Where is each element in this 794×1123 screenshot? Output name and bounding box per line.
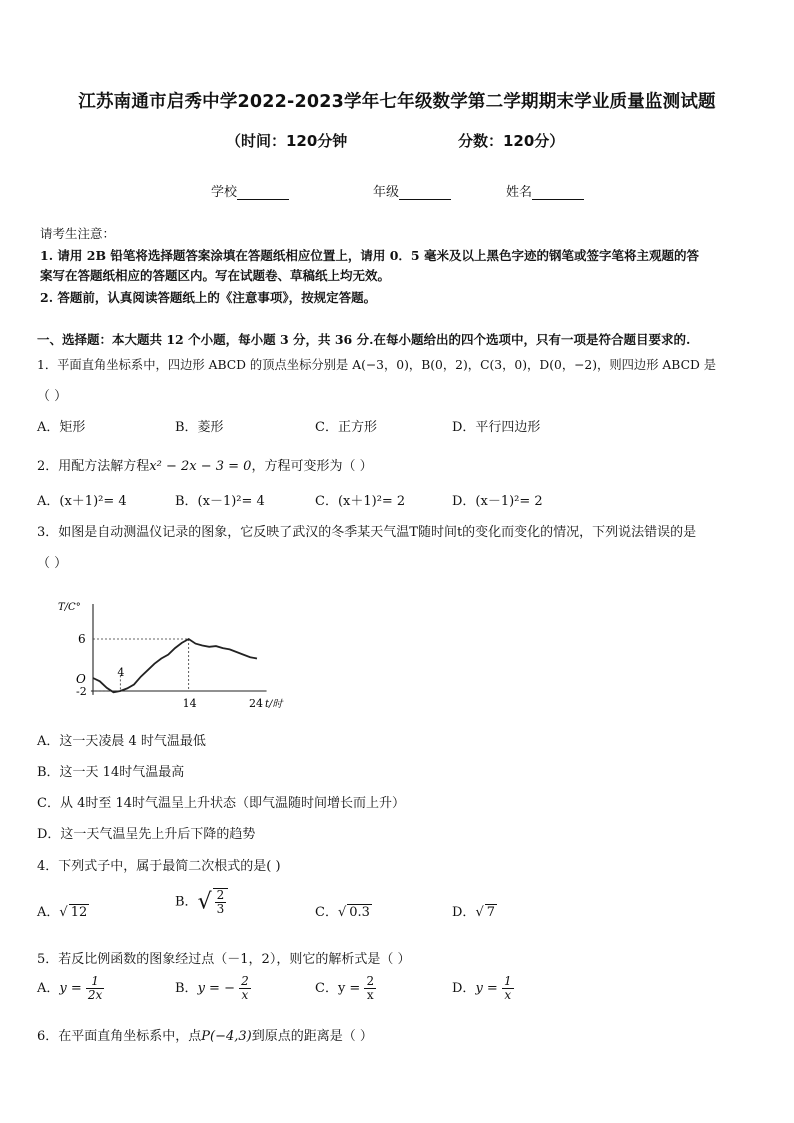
x-tick-label-24: 24 bbox=[249, 697, 263, 710]
q4-option-a-label: A． bbox=[37, 905, 60, 920]
q5-option-b-label: B． bbox=[175, 981, 198, 996]
q5-option-a-den: 2x bbox=[87, 988, 103, 1002]
x-tick-label-14: 14 bbox=[182, 697, 197, 710]
q5-option-b-lhs: y = − bbox=[197, 981, 235, 996]
q5-option-a-label: A． bbox=[37, 981, 60, 996]
q3-option-d: D．这一天气温呈先上升后下降的趋势 bbox=[37, 827, 256, 842]
sqrt-sign: √ bbox=[197, 889, 212, 915]
grade-label: 年级 bbox=[373, 185, 400, 200]
q5-option-c-den: x bbox=[366, 988, 374, 1002]
q5-stem: 5．若反比例函数的图象经过点（－1，2），则它的解析式是（ ） bbox=[37, 952, 411, 967]
q5-option-a-num: 1 bbox=[86, 975, 104, 989]
q6-stem bbox=[37, 1025, 373, 1044]
q1-paren: （ ） bbox=[37, 389, 68, 404]
q4-option-c-radicand: 0.3 bbox=[349, 905, 370, 920]
notice-item-1-line-2: 案写在答题纸相应的答题区内。写在试题卷、草稿纸上均无效。 bbox=[40, 268, 391, 283]
notice-item-2: 2. 答题前，认真阅读答题纸上的《注意事项》，按规定答题。 bbox=[40, 290, 377, 305]
temperature-chart bbox=[56, 598, 346, 714]
q5-option-d bbox=[452, 975, 514, 1002]
q5-option-d-den: x bbox=[504, 988, 512, 1002]
q5-option-b-den: x bbox=[241, 988, 249, 1002]
q3-option-b: B．这一天 14时气温最高 bbox=[37, 765, 185, 780]
y-axis-label: T/C° bbox=[58, 602, 81, 613]
q4-option-b-fraction bbox=[213, 888, 229, 916]
q1-stem: 1．平面直角坐标系中，四边形 ABCD 的顶点坐标分别是 A(−3，0)，B(0，2)，C(3，0)，D(0，−2)，则四边形 ABCD 是 bbox=[37, 358, 717, 372]
q2-option-b: B．(x－1)²= 4 bbox=[175, 494, 265, 509]
q3-stem: 3．如图是自动测温仪记录的图象，它反映了武汉的冬季某天气温T随时间t的变化而变化的情况，下列说法错误的是 bbox=[37, 525, 697, 540]
q2-equation: x² − 2x − 3 = 0 bbox=[149, 459, 252, 474]
q1-option-b: B．菱形 bbox=[175, 420, 224, 435]
section-1-heading: 一、选择题：本大题共 12 个小题，每小题 3 分，共 36 分.在每小题给出的四个选项中，只有一项是符合题目要求的. bbox=[37, 332, 691, 347]
school-field bbox=[211, 181, 289, 200]
notice-item-1-line-1: 1. 请用 2B 铅笔将选择题答案涂填在答题纸相应位置上，请用 0．5 毫米及以上黑色字迹的钢笔或签字笔将主观题的答 bbox=[40, 248, 699, 263]
q4-option-b bbox=[175, 888, 228, 916]
q2-option-a: A．(x＋1)²= 4 bbox=[37, 494, 127, 509]
x-tick-label-4: 4 bbox=[117, 666, 125, 679]
q5-option-c-fraction bbox=[364, 975, 376, 1002]
q5-option-c-num: 2 bbox=[366, 974, 375, 988]
y-tick-label-6: 6 bbox=[78, 632, 86, 646]
name-blank bbox=[532, 185, 584, 200]
q5-option-a bbox=[37, 975, 104, 1002]
q4-option-a bbox=[37, 901, 89, 920]
sqrt-sign: √ bbox=[59, 905, 68, 920]
q5-option-d-fraction bbox=[502, 975, 514, 1002]
grade-blank bbox=[399, 185, 451, 200]
x-axis-label: t/时 bbox=[265, 699, 283, 710]
grade-field bbox=[373, 181, 451, 200]
q6-stem-post: 到原点的距离是（ ） bbox=[251, 1029, 373, 1044]
school-blank bbox=[237, 185, 289, 200]
q4-stem: 4．下列式子中，属于最简二次根式的是( ) bbox=[37, 859, 281, 874]
q4-option-d bbox=[452, 901, 497, 920]
q5-option-c-lhs: y = bbox=[337, 981, 361, 996]
q2-stem-post: ，方程可变形为（ ） bbox=[251, 459, 373, 474]
q3-option-c: C．从 4时至 14时气温呈上升状态（即气温随时间增长而上升） bbox=[37, 796, 406, 811]
q4-option-d-label: D． bbox=[452, 905, 476, 920]
q5-option-c-label: C． bbox=[315, 981, 338, 996]
origin-label: O bbox=[76, 672, 86, 686]
q4-option-c-label: C． bbox=[315, 905, 338, 920]
q4-option-b-label: B． bbox=[175, 894, 198, 910]
q1-option-c: C．正方形 bbox=[315, 420, 377, 435]
sqrt-sign: √ bbox=[475, 905, 484, 920]
q3-paren: （ ） bbox=[37, 556, 68, 571]
q5-option-a-fraction bbox=[86, 975, 104, 1002]
q1-option-d: D．平行四边形 bbox=[452, 420, 541, 435]
q2-stem bbox=[37, 455, 373, 474]
q4-option-d-radicand: 7 bbox=[486, 905, 496, 920]
exam-time: （时间：120分钟 bbox=[226, 132, 348, 150]
q3-option-a: A．这一天凌晨 4 时气温最低 bbox=[37, 734, 206, 749]
q4-option-b-num: 2 bbox=[216, 888, 225, 902]
q4-option-b-den: 3 bbox=[216, 902, 225, 916]
q5-option-c bbox=[315, 975, 376, 1002]
chart-axes bbox=[58, 602, 284, 710]
q5-option-d-lhs: y = bbox=[475, 981, 498, 996]
q4-option-c bbox=[315, 901, 372, 920]
q6-point: P(−4,3) bbox=[201, 1029, 252, 1044]
q1-option-a: A．矩形 bbox=[37, 420, 86, 435]
school-label: 学校 bbox=[211, 185, 238, 200]
q5-option-d-num: 1 bbox=[503, 974, 512, 988]
q5-option-b-fraction bbox=[239, 975, 251, 1002]
q5-option-b-num: 2 bbox=[241, 974, 249, 988]
q2-option-c: C．(x＋1)²= 2 bbox=[315, 494, 406, 509]
q5-option-d-label: D． bbox=[452, 981, 476, 996]
q2-stem-pre: 2．用配方法解方程 bbox=[37, 459, 150, 474]
q5-option-a-lhs: y = bbox=[59, 981, 82, 996]
exam-title: 江苏南通市启秀中学2022-2023学年七年级数学第二学期期末学业质量监测试题 bbox=[78, 92, 716, 112]
notice-heading: 请考生注意： bbox=[40, 226, 116, 241]
y-tick-label-neg2: -2 bbox=[76, 685, 87, 698]
q2-option-d: D．(x－1)²= 2 bbox=[452, 494, 543, 509]
exam-score: 分数：120分） bbox=[458, 132, 565, 150]
q5-option-b bbox=[175, 975, 251, 1002]
q6-stem-pre: 6．在平面直角坐标系中，点 bbox=[37, 1029, 202, 1044]
name-field bbox=[506, 181, 584, 200]
name-label: 姓名 bbox=[506, 185, 533, 200]
q4-option-a-radicand: 12 bbox=[70, 905, 88, 920]
sqrt-sign: √ bbox=[337, 905, 347, 920]
